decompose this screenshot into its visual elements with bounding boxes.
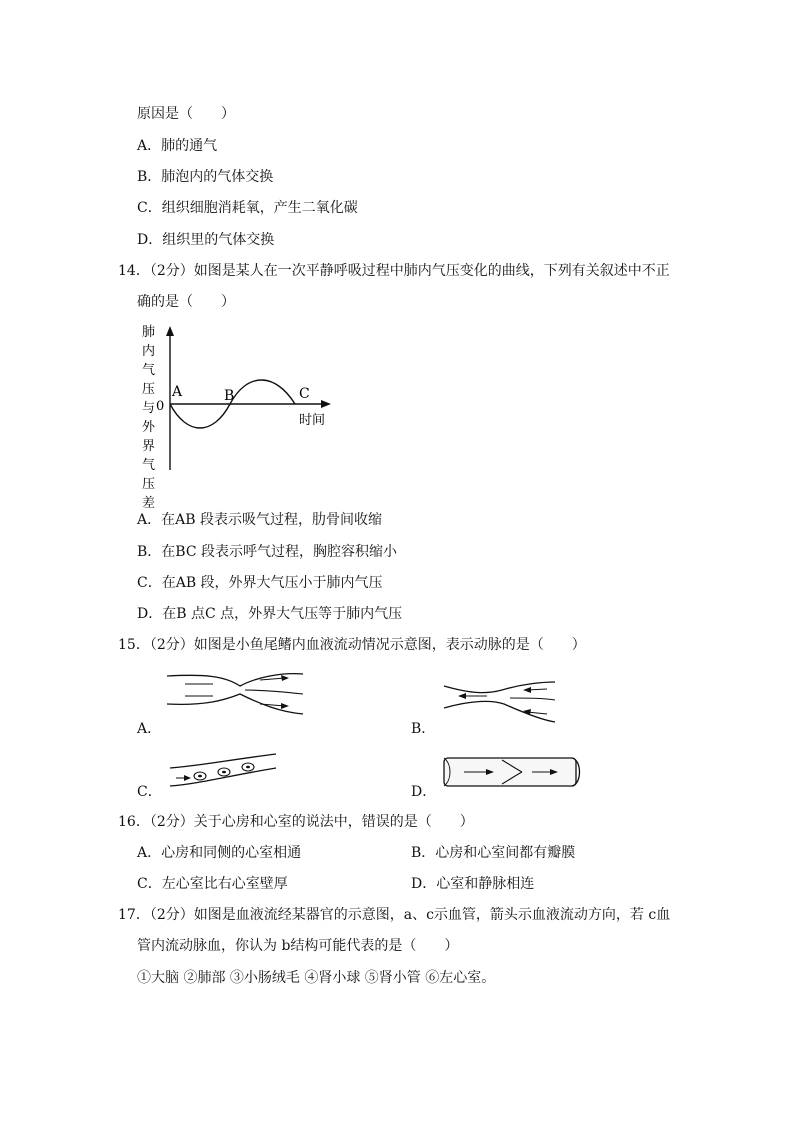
graph-point-a: A	[172, 384, 183, 400]
graph-x-arrow	[321, 400, 331, 408]
q17-choices: ①大脑 ②肺部 ③小肠绒毛 ④肾小球 ⑤肾小管 ⑥左心室。	[137, 970, 496, 986]
pressure-graph	[135, 320, 335, 511]
vessel-diagram-c	[168, 752, 278, 792]
graph-xlabel: 时间	[299, 413, 326, 428]
graph-y-arrow	[166, 326, 174, 336]
q16-option-c: C．左心室比右心室壁厚	[137, 876, 288, 892]
q15-label-b: B．	[411, 721, 436, 737]
q14-option-d: D．在B 点C 点，外界大气压等于肺内气压	[137, 606, 403, 622]
svg-text:气: 气	[142, 458, 156, 473]
svg-text:压: 压	[142, 477, 156, 492]
svg-text:差: 差	[142, 496, 156, 511]
q15-label-c: C．	[137, 784, 162, 800]
q13-option-c: C．组织细胞消耗氧，产生二氧化碳	[137, 200, 358, 216]
q14-stem-line2: 确的是（ ）	[137, 294, 235, 310]
q16-stem: 16．（2分）关于心房和心室的说法中，错误的是（ ）	[118, 814, 474, 830]
graph-origin-label: 0	[156, 399, 165, 414]
q14-stem-line1: 14．（2分）如图是某人在一次平静呼吸过程中肺内气压变化的曲线，下列有关叙述中不正	[118, 263, 670, 279]
q15-label-d: D．	[411, 784, 437, 800]
vessel-diagram-d	[442, 754, 582, 792]
graph-ylabel	[142, 324, 156, 511]
svg-text:与: 与	[142, 401, 156, 416]
q16-option-a: A．心房和同侧的心室相通	[137, 845, 302, 861]
q13-option-a: A．肺的通气	[137, 138, 218, 154]
q16-option-d: D．心室和静脉相连	[411, 876, 535, 892]
graph-point-c: C	[299, 386, 310, 402]
q15-label-a: A．	[137, 721, 162, 737]
svg-text:压: 压	[142, 382, 156, 397]
svg-text:界: 界	[142, 439, 156, 454]
vessel-diagram-b	[442, 680, 557, 725]
vessel-diagram-a	[165, 668, 305, 718]
q14-option-b: B．在BC 段表示呼气过程，胸腔容积缩小	[137, 544, 397, 560]
svg-text:外: 外	[142, 420, 156, 435]
q16-option-b: B．心房和心室间都有瓣膜	[411, 845, 576, 861]
q14-option-a: A．在AB 段表示吸气过程，肋骨间收缩	[137, 512, 382, 528]
q13-option-b: B．肺泡内的气体交换	[137, 169, 274, 185]
svg-text:气: 气	[142, 363, 156, 378]
q14-option-c: C．在AB 段，外界大气压小于肺内气压	[137, 575, 383, 591]
q15-stem: 15．（2分）如图是小鱼尾鳍内血液流动情况示意图，表示动脉的是（ ）	[118, 637, 586, 653]
q17-stem-line2: 管内流动脉血，你认为 b结构可能代表的是（ ）	[137, 938, 459, 954]
q13-stem-tail: 原因是（ ）	[137, 106, 235, 122]
q13-option-d: D．组织里的气体交换	[137, 232, 275, 248]
svg-text:肺: 肺	[142, 325, 156, 340]
q17-stem-line1: 17．（2分）如图是血液流经某器官的示意图，a、c示血管，箭头示血液流动方向，若 c血	[118, 907, 671, 923]
graph-point-b: B	[224, 388, 235, 404]
svg-text:内: 内	[142, 344, 156, 359]
